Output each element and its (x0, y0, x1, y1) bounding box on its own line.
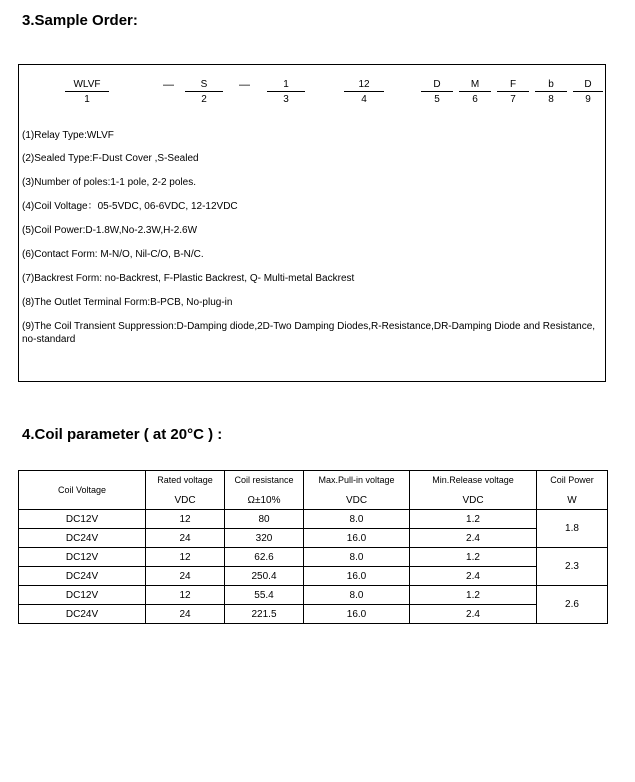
cell-voltage: DC24V (19, 605, 146, 624)
table-row (19, 567, 608, 586)
cell-voltage: DC24V (19, 529, 146, 548)
order-code-1: WLVF 1 (65, 79, 109, 105)
order-code-6: M 6 (459, 79, 491, 105)
cell-pullin: 8.0 (304, 586, 410, 605)
table-header-row (19, 471, 608, 510)
order-dash: — (163, 79, 174, 91)
cell-rated: 12 (146, 510, 225, 529)
cell-resistance: 320 (225, 529, 304, 548)
cell-power: 2.6 (537, 586, 608, 624)
cell-pullin: 16.0 (304, 529, 410, 548)
order-code-5: D 5 (421, 79, 453, 105)
cell-release: 2.4 (410, 567, 537, 586)
table-row (19, 605, 608, 624)
cell-voltage: DC24V (19, 567, 146, 586)
table-row (19, 510, 608, 529)
cell-rated: 24 (146, 605, 225, 624)
header-coil-power: Coil Power W (537, 471, 608, 510)
order-dash: — (239, 79, 250, 91)
order-desc-3: (3)Number of poles:1-1 pole, 2-2 poles. (22, 177, 196, 188)
order-code-4: 12 4 (344, 79, 384, 105)
cell-rated: 24 (146, 529, 225, 548)
cell-pullin: 16.0 (304, 567, 410, 586)
order-desc-5: (5)Coil Power:D-1.8W,No-2.3W,H-2.6W (22, 225, 198, 236)
header-coil-resistance: Coil resistance Ω±10% (225, 471, 304, 510)
cell-rated: 12 (146, 548, 225, 567)
order-desc-1: (1)Relay Type:WLVF (22, 130, 114, 141)
cell-resistance: 221.5 (225, 605, 304, 624)
cell-voltage: DC12V (19, 510, 146, 529)
coil-parameter-heading: 4.Coil parameter ( at 20°C ) : (22, 426, 223, 443)
cell-rated: 24 (146, 567, 225, 586)
cell-voltage: DC12V (19, 586, 146, 605)
cell-pullin: 8.0 (304, 548, 410, 567)
table-row (19, 529, 608, 548)
order-desc-6: (6)Contact Form: M-N/O, Nil-C/O, B-N/C. (22, 249, 204, 260)
cell-pullin: 8.0 (304, 510, 410, 529)
table-row (19, 548, 608, 567)
order-desc-9: (9)The Coil Transient Suppression:D-Damping diode,2D-Two Damping Diodes,R-Resistance,DR-Damping Diode and Resistance, no-standard (22, 321, 596, 345)
cell-release: 1.2 (410, 510, 537, 529)
header-release-voltage: Min.Release voltage VDC (410, 471, 537, 510)
order-code-3: 1 3 (267, 79, 305, 105)
cell-release: 1.2 (410, 586, 537, 605)
coil-parameter-table (18, 470, 608, 624)
table-row (19, 586, 608, 605)
order-desc-7: (7)Backrest Form: no-Backrest, F-Plastic Backrest, Q- Multi-metal Backrest (22, 273, 355, 284)
header-pullin-voltage: Max.Pull-in voltage VDC (304, 471, 410, 510)
cell-resistance: 80 (225, 510, 304, 529)
order-desc-2: (2)Sealed Type:F-Dust Cover ,S-Sealed (22, 153, 199, 164)
order-code-9: D 9 (573, 79, 603, 105)
cell-release: 2.4 (410, 529, 537, 548)
cell-resistance: 55.4 (225, 586, 304, 605)
order-code-7: F 7 (497, 79, 529, 105)
sample-order-box (18, 64, 606, 382)
header-rated-voltage: Rated voltage VDC (146, 471, 225, 510)
cell-pullin: 16.0 (304, 605, 410, 624)
cell-rated: 12 (146, 586, 225, 605)
sample-order-heading: 3.Sample Order: (22, 12, 138, 29)
cell-voltage: DC12V (19, 548, 146, 567)
header-coil-voltage: Coil Voltage (19, 471, 146, 510)
cell-release: 1.2 (410, 548, 537, 567)
order-code-8: b 8 (535, 79, 567, 105)
cell-release: 2.4 (410, 605, 537, 624)
order-desc-4: (4)Coil Voltage：05-5VDC, 06-6VDC, 12-12VDC (22, 201, 238, 212)
cell-resistance: 62.6 (225, 548, 304, 567)
order-desc-8: (8)The Outlet Terminal Form:B-PCB, No-plug-in (22, 297, 233, 308)
order-code-2: S 2 (185, 79, 223, 105)
cell-power: 2.3 (537, 548, 608, 586)
cell-power: 1.8 (537, 510, 608, 548)
cell-resistance: 250.4 (225, 567, 304, 586)
